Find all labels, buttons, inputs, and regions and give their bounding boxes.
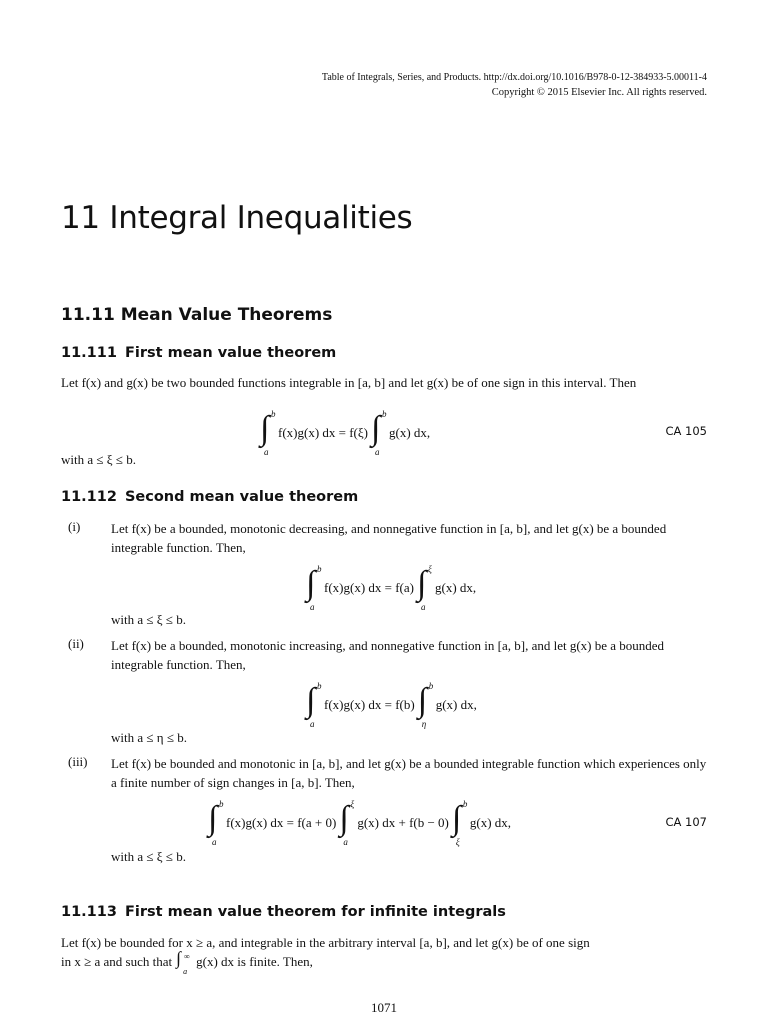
subsection-heading: First mean value theorem for infinite integrals xyxy=(124,904,506,920)
equation-rhs: g(x) dx, xyxy=(434,580,477,595)
list-item-label: (i) xyxy=(68,519,81,534)
list-item-label: (iii) xyxy=(68,754,88,769)
equation-rhs: g(x) dx, xyxy=(469,815,512,830)
subsection-title-11-112 xyxy=(61,489,358,505)
inline-integral-sign: ∫ ∞ a xyxy=(176,948,190,976)
equation-middle: g(x) dx + f(b − 0) xyxy=(357,815,449,830)
equation-lhs: f(x)g(x) dx = f(a + 0) xyxy=(226,815,337,830)
integral-sign: ∫ ξ a xyxy=(416,564,432,612)
text-run: in x ≥ a and such that xyxy=(61,954,173,969)
integral-sign: ∫ b ξ xyxy=(451,799,468,847)
equation xyxy=(260,409,431,457)
integral-sign: ∫ b a xyxy=(260,409,276,457)
list-item-text: Let f(x) be a bounded, monotonic increasing, and nonnegative function in [a, b], and let g(x) be a bounded integrable function. Then, xyxy=(111,638,665,672)
equation-rhs: g(x) dx, xyxy=(435,697,477,712)
equation-lhs: f(x)g(x) dx = f(b) xyxy=(324,697,415,712)
subsection-title-11-111 xyxy=(61,345,336,361)
paragraph: Let f(x) and g(x) be two bounded functions integrable in [a, b] and let g(x) be of one sign in this interval. Then xyxy=(61,375,637,390)
equation-lhs: f(x)g(x) dx = f(a) xyxy=(324,580,414,595)
subsection-number: 11.111 xyxy=(61,345,117,361)
list-item-label: (ii) xyxy=(68,636,84,651)
page-number: 1071 xyxy=(371,1000,397,1015)
subsection-number: 11.112 xyxy=(61,489,117,505)
running-header xyxy=(322,70,707,100)
integral-sign: ∫ ξ a xyxy=(339,799,355,847)
integral-sign: ∫ b η xyxy=(417,681,434,729)
paragraph: Let f(x) be bounded for x ≥ a, and integrable in the arbitrary interval [a, b], and let g(x) be of one sign xyxy=(61,935,590,950)
paragraph: with a ≤ ξ ≤ b. xyxy=(61,452,136,467)
subsection-title-11-113 xyxy=(61,904,506,920)
chapter-title: 11 Integral Inequalities xyxy=(61,200,413,236)
integral-sign: ∫ b a xyxy=(306,681,322,729)
equation-reference: CA 107 xyxy=(665,815,707,829)
list-item-text: Let f(x) be a bounded, monotonic decreasing, and nonnegative function in [a, b], and let g(x) be a bounded integrable function. Then, xyxy=(111,521,667,555)
section-title: 11.11 Mean Value Theorems xyxy=(61,305,333,325)
citation-line: Table of Integrals, Series, and Products. http://dx.doi.org/10.1016/B978-0-12-384933-5.00011-4 xyxy=(321,72,707,83)
text-run: g(x) dx is finite. Then, xyxy=(196,954,313,969)
paragraph xyxy=(61,948,313,976)
integral-sign: ∫ b a xyxy=(371,409,387,457)
subsection-number: 11.113 xyxy=(61,904,117,920)
integral-sign: ∫ b a xyxy=(208,799,224,847)
subsection-heading: First mean value theorem xyxy=(124,345,337,361)
equation-rhs: g(x) dx, xyxy=(389,425,431,440)
paragraph: with a ≤ ξ ≤ b. xyxy=(111,849,186,864)
copyright-line: Copyright © 2015 Elsevier Inc. All rights reserved. xyxy=(491,87,707,98)
equation-reference: CA 105 xyxy=(665,424,707,438)
paragraph: with a ≤ η ≤ b. xyxy=(111,730,187,745)
integral-sign: ∫ b a xyxy=(306,564,322,612)
subsection-heading: Second mean value theorem xyxy=(124,489,359,505)
paragraph: with a ≤ ξ ≤ b. xyxy=(111,612,186,627)
equation xyxy=(306,681,477,729)
equation xyxy=(306,564,477,612)
equation xyxy=(208,799,512,847)
list-item-text: Let f(x) be bounded and monotonic in [a, b], and let g(x) be a bounded integrable function which experiences only a finite number of sign changes in [a, b]. Then, xyxy=(111,756,707,790)
equation-lhs: f(x)g(x) dx = f(ξ) xyxy=(278,425,369,440)
